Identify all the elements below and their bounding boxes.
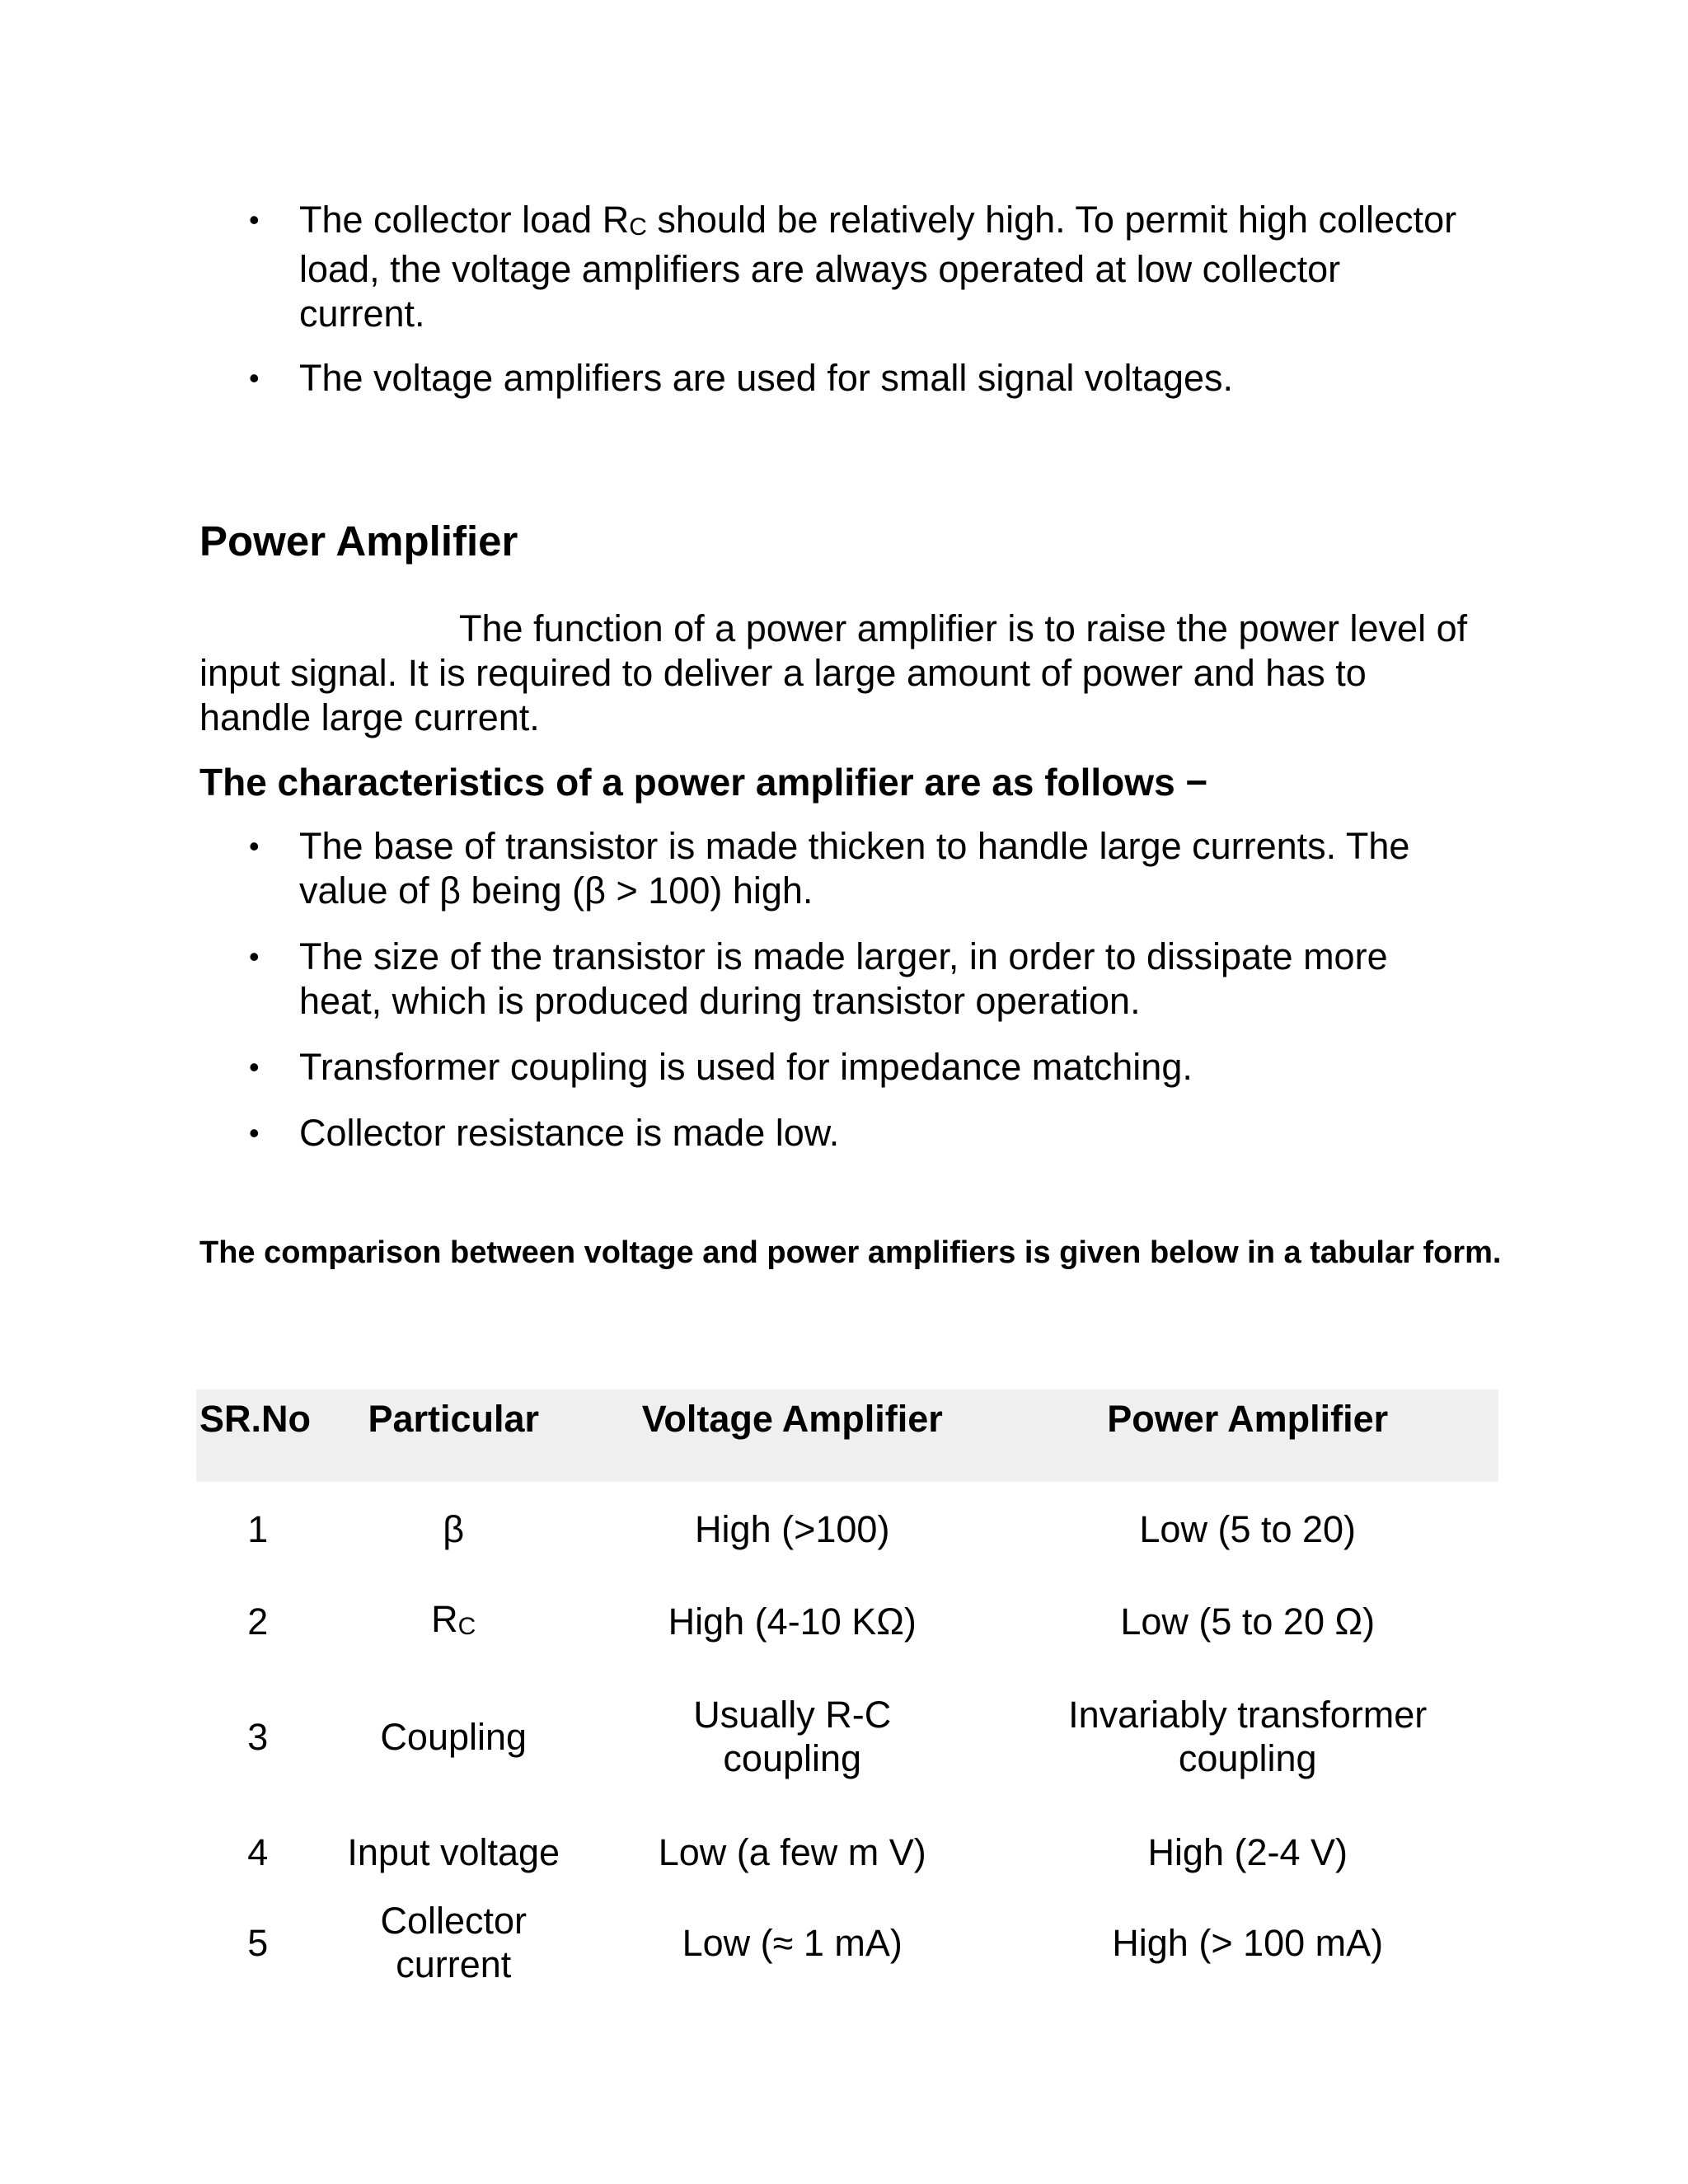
list-item (0, 824, 1470, 913)
cell-particular: Coupling (380, 1715, 528, 1758)
intro-paragraph: The function of a power amplifier is to raise the power level of input signal. It is required to deliver a large amount of power and has to handle large current. (199, 607, 1468, 738)
list-item (0, 356, 1470, 401)
cell-voltage-line: Usually R-C (693, 1694, 892, 1736)
cell-sr: 2 (247, 1600, 269, 1643)
table-header-row (196, 1390, 1498, 1482)
bullet-icon: • (249, 829, 260, 863)
bullet-text-post: should be relatively high. To permit high collector load, the voltage amplifiers are always operated at low collector current. (299, 199, 1457, 335)
list-item (0, 1045, 1470, 1090)
characteristics-heading: The characteristics of a power amplifier are as follows − (199, 761, 1208, 804)
cell-voltage: High (>100) (695, 1507, 890, 1550)
characteristics-bullet-list (0, 824, 1688, 1177)
cell-particular-text: R (431, 1597, 458, 1640)
bullet-icon: • (249, 1116, 260, 1150)
cell-voltage: Low (≈ 1 mA) (682, 1921, 903, 1964)
bullet-icon: • (249, 361, 260, 395)
cell-voltage: Low (a few m V) (658, 1830, 926, 1873)
cell-particular: Collector current (380, 1900, 528, 1985)
bullet-icon: • (249, 940, 260, 973)
cell-sr: 3 (247, 1715, 269, 1758)
bullet-text: The voltage amplifiers are used for small signal voltages. (299, 357, 1234, 399)
table-row (196, 1897, 1498, 1988)
comparison-note: The comparison between voltage and power amplifiers is given below in a tabular form. (199, 1235, 1502, 1270)
cell-voltage-line: coupling (723, 1737, 862, 1779)
cell-power (996, 1666, 1498, 1807)
bullet-text: Transformer coupling is used for impedance matching. (299, 1046, 1193, 1088)
subscript: C (457, 1612, 476, 1640)
section-title: Power Amplifier (199, 518, 518, 565)
cell-particular: Input voltage (347, 1830, 560, 1873)
bullet-icon: • (249, 1050, 260, 1084)
cell-sr: 4 (247, 1830, 269, 1873)
bullet-icon: • (249, 203, 260, 237)
cell-power: Low (5 to 20 Ω) (1120, 1600, 1376, 1643)
header-sr-no: SR.No (196, 1390, 319, 1482)
cell-power-line: coupling (1178, 1737, 1317, 1779)
cell-power: High (2-4 V) (1147, 1830, 1348, 1873)
bullet-text: The base of transistor is made thicken to handle large currents. The value of β being (β > 100) high. (299, 825, 1410, 912)
table-row (196, 1576, 1498, 1666)
cell-power-line: Invariably transformer (1068, 1694, 1428, 1736)
list-item (0, 198, 1470, 336)
cell-voltage: High (4-10 KΩ) (668, 1600, 917, 1643)
table-row (196, 1807, 1498, 1897)
cell-power: High (> 100 mA) (1112, 1921, 1384, 1964)
table-row (196, 1482, 1498, 1576)
cell-particular (319, 1576, 588, 1666)
header-voltage-amplifier: Voltage Amplifier (588, 1390, 996, 1482)
header-particular: Particular (319, 1390, 588, 1482)
cell-power: Low (5 to 20) (1139, 1507, 1357, 1550)
voltage-amplifier-bullet-list (0, 198, 1688, 420)
list-item (0, 1111, 1470, 1155)
cell-sr: 5 (247, 1921, 269, 1964)
comparison-table (196, 1390, 1498, 1988)
table-row (196, 1666, 1498, 1807)
cell-voltage (588, 1666, 996, 1807)
header-power-amplifier: Power Amplifier (996, 1390, 1498, 1482)
bullet-text: Collector resistance is made low. (299, 1112, 840, 1154)
subscript: C (629, 213, 647, 241)
cell-sr: 1 (247, 1507, 269, 1550)
bullet-text: The size of the transistor is made larger, in order to dissipate more heat, which is produced during transistor operation. (299, 935, 1388, 1022)
list-item (0, 935, 1470, 1024)
bullet-text-pre: The collector load R (299, 199, 630, 241)
cell-particular: β (443, 1507, 465, 1550)
